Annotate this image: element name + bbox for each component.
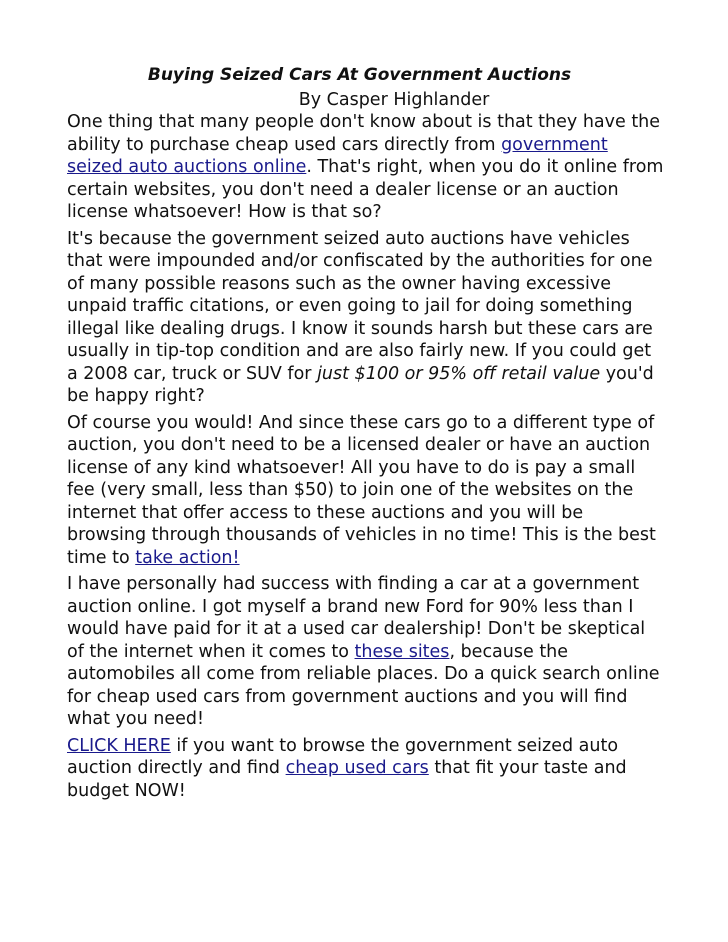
- paragraph-1: [67, 111, 667, 224]
- paragraph-text: . That's right, when you do it online from certain websites, you don't need a dealer license or an auction license whatsoever! How is that so?: [67, 157, 664, 222]
- paragraph-2: [67, 228, 667, 408]
- cheap-used-cars-link[interactable]: cheap used cars: [285, 758, 429, 778]
- article-title: Buying Seized Cars At Government Auctions: [147, 65, 572, 85]
- article-byline: By Casper Highlander: [298, 89, 490, 110]
- paragraph-text: you'd be happy right?: [67, 363, 654, 406]
- paragraph-text: that fit your taste and budget NOW!: [67, 758, 627, 801]
- paragraph-4: [67, 573, 667, 731]
- take-action-link[interactable]: take action!: [135, 547, 240, 568]
- article: [67, 64, 667, 806]
- paragraph-text: if you want to browse the government seized auto auction directly and find: [67, 735, 619, 778]
- paragraph-text: It's because the government seized auto auctions have vehicles that were impounded and/or confiscated by the authorities for one of many possible reasons such as the owner having excessive unpaid traffic citations, or even going to jail for doing something illegal like dealing drugs. I know it sounds harsh but these cars are usually in tip-top condition and are also fairly new. If you could get a 2008 car, truck or SUV for: [67, 228, 653, 384]
- click-here-link[interactable]: CLICK HERE: [67, 735, 171, 756]
- paragraph-3: [67, 412, 667, 570]
- government-seized-auctions-link[interactable]: government seized auto auctions online: [67, 134, 608, 177]
- paragraph-text: One thing that many people don't know about is that they have the ability to purchase cheap used cars directly from: [67, 112, 661, 155]
- paragraph-text: , because the automobiles all come from reliable places. Do a quick search online for cheap used cars from government auctions and you will find what you need!: [67, 641, 660, 729]
- paragraph-5: [67, 735, 667, 803]
- these-sites-link[interactable]: these sites: [354, 641, 450, 662]
- paragraph-text: Of course you would! And since these cars go to a different type of auction, you don't need to be a licensed dealer or have an auction license of any kind whatsoever! All you have to do is pay a small fee (very small, less than $50) to join one of the websites on the internet that offer access to these auctions and you will be browsing through thousands of vehicles in no time! This is the best time to: [67, 412, 656, 568]
- paragraph-text: I have personally had success with finding a car at a government auction online. I got myself a brand new Ford for 90% less than I would have paid for it at a used car dealership! Don't be skeptical of the internet when it comes to: [67, 574, 646, 662]
- price-emphasis: just $100 or 95% off retail value: [317, 363, 601, 384]
